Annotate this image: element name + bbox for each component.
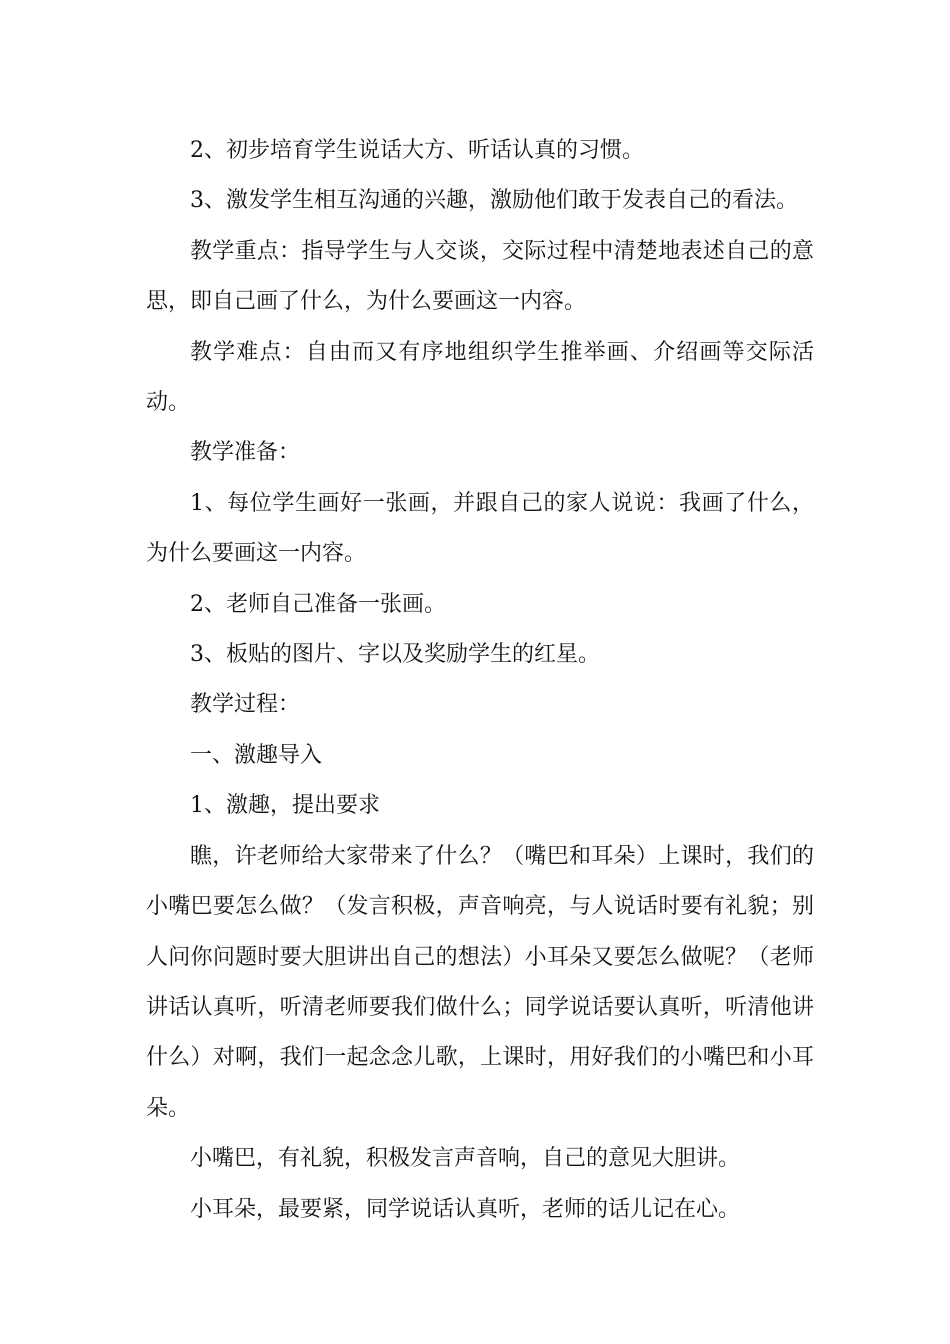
paragraph: 3、板贴的图片、字以及奖励学生的红星。 bbox=[190, 642, 600, 668]
subsection-heading: 1、激趣，提出要求 bbox=[190, 793, 380, 819]
paragraph: 2、老师自己准备一张画。 bbox=[190, 591, 446, 617]
paragraph: 瞧，许老师给大家带来了什么？（嘴巴和耳朵）上课时，我们的小嘴巴要怎么做？（发言积极，声音响亮，与人说话时要有礼貌；别人问你问题时要大胆讲出自己的想法）小耳朵又要怎么做呢？（老师讲话认真听，听清老师要我们做什么；同学说话要认真听，听清他讲什么）对啊，我们一起念念儿歌，上课时，用好我们的小嘴巴和小耳朵。 bbox=[146, 843, 814, 1121]
rhyme-line: 小耳朵，最要紧，同学说话认真听，老师的话儿记在心。 bbox=[190, 1196, 741, 1222]
paragraph: 1、每位学生画好一张画，并跟自己的家人说说：我画了什么，为什么要画这一内容。 bbox=[146, 490, 814, 567]
paragraph: 教学重点：指导学生与人交谈，交际过程中清楚地表述自己的意思，即自己画了什么，为什么要画这一内容。 bbox=[146, 238, 814, 315]
paragraph: 教学过程： bbox=[190, 692, 301, 718]
rhyme-line: 小嘴巴，有礼貌，积极发言声音响，自己的意见大胆讲。 bbox=[190, 1146, 741, 1172]
paragraph: 2、初步培育学生说话大方、听话认真的习惯。 bbox=[190, 138, 644, 163]
document-body bbox=[146, 126, 814, 1235]
paragraph: 教学难点：自由而又有序地组织学生推举画、介绍画等交际活动。 bbox=[146, 339, 814, 416]
paragraph: 教学准备： bbox=[190, 440, 301, 466]
section-heading: 一、激趣导入 bbox=[190, 742, 323, 768]
paragraph: 3、激发学生相互沟通的兴趣，激励他们敢于发表自己的看法。 bbox=[190, 188, 798, 214]
